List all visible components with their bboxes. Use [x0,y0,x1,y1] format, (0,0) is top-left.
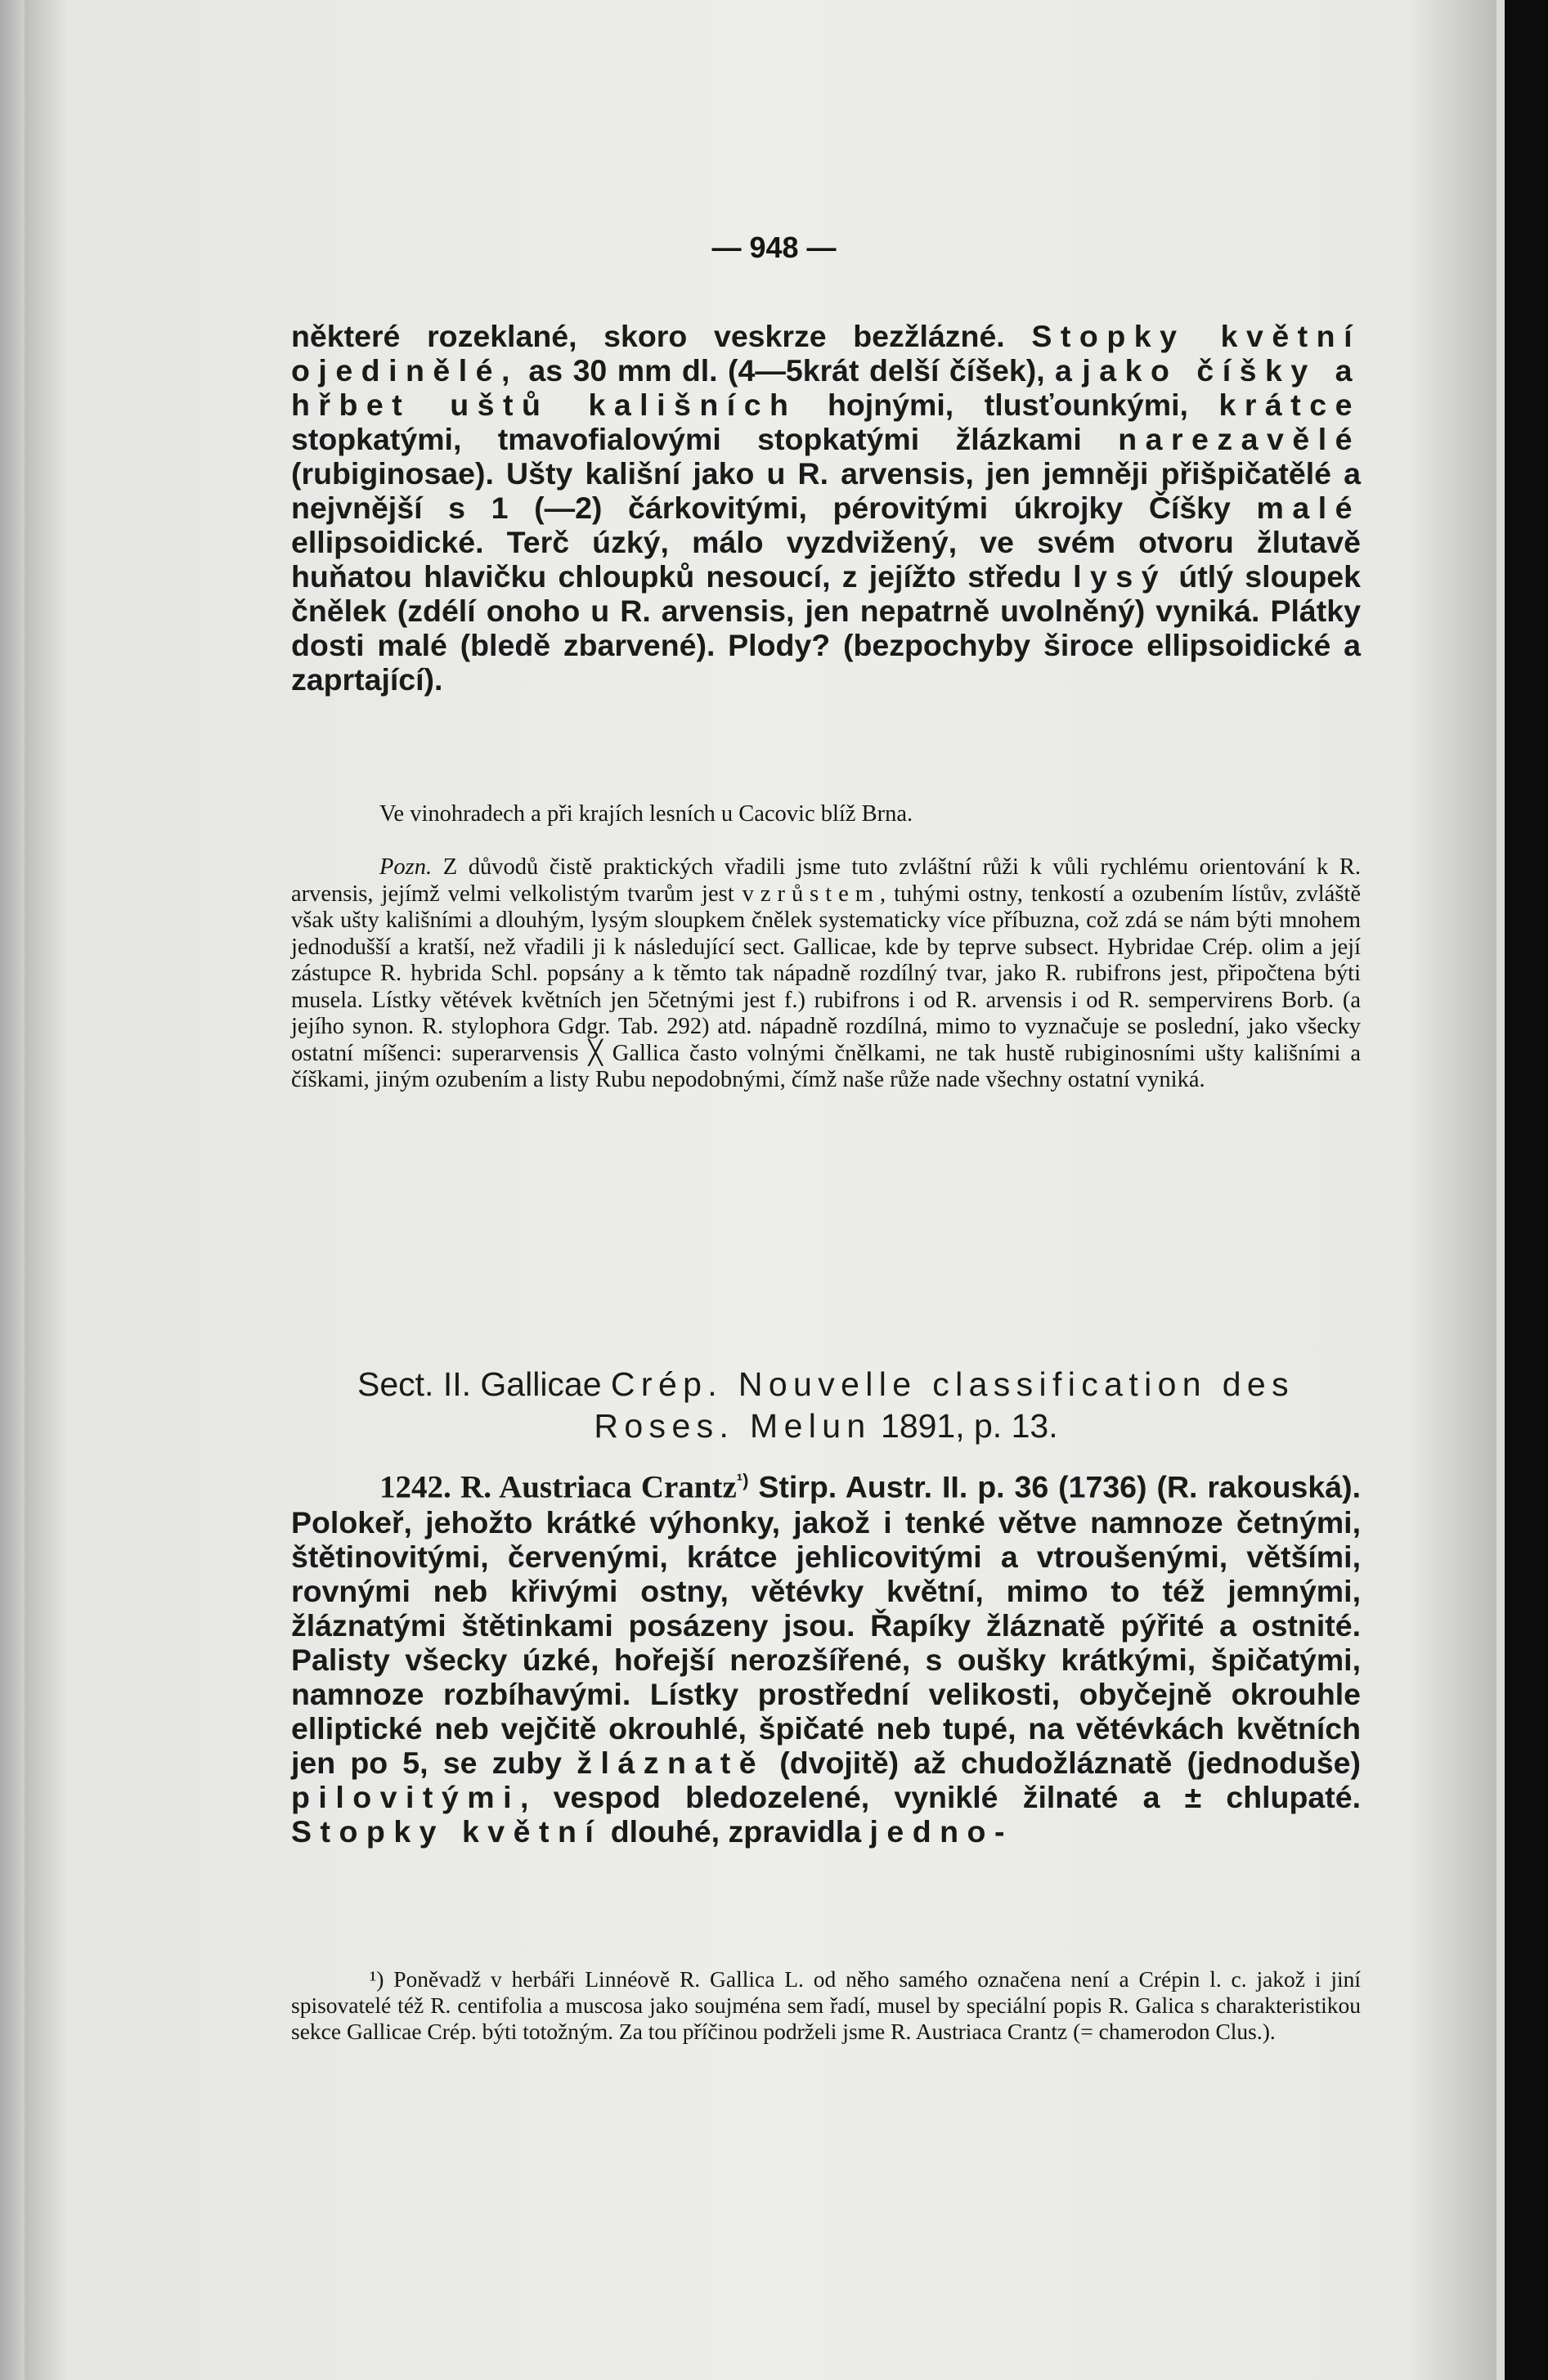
locality-text: Ve vinohradech a při krajích lesních u Cacovic blíž Brna. [379,801,913,827]
text-segment: Stirp. Austr. II. p. 36 (1736) (R. rakouská). Polokeř, jehožto krátké výhonky, jakož i tenké větve namnoze četnými, štětinovitými, červenými, krátce jehlicovitými a vtroušenými, většími, rovnými neb křivými ostny, větévky květní, mimo to též jemnými, žláznatými štětinkami posázeny jsou. Řapíky žláznatě pýřité a ostnité. Palisty všecky úzké, hořejší nerozšířené, s oušky krátkými, špičatými, namnoze rozbíhavými. Lístky prostřední velikosti, obyčejně okrouhle elliptické neb vejčitě okrouhlé, špičaté neb tupé, na větévkách květních jen po 5, se zuby [291,1469,1361,1780]
text-segment: , tuhými ostny, tenkostí a ozubením lístův, zvláště však ušty kališními a dlouhým, lysým sloupkem čnělek systematicky více příbuzna, což zdá se nám býti mnohem jednodušší a kratší, než vřadili ji k následující sect. Gallicae, kde by teprve subsect. Hybridae Crép. olim a její zástupce R. hybrida Schl. popsány a k těmto tak nápadně rozdílný tvar, jako R. rubifrons jest, připočtena býti musela. Lístky větévek květních jen 5četnými jest f.) rubifrons i od R. arvensis i od R. sempervirens Borb. (a jejího synon. R. stylophora Gdgr. Tab. 292) atd. nápadně rozdílná, mimo to vyznačuje se poslední, jako všecky ostatní míšenci: superarvensis ╳ Gallica často volnými čnělkami, ne tak hustě rubiginosními ušty kališními a číškami, jiným ozubením a listy Rubu nepodobnými, čímž naše růže nade všechny ostatní vyniká. [291,881,1361,1092]
text-segment: Z důvodů čistě praktických vřadili jsme tuto zvláštní růži k vůli rychlému orientování k R. arvensis, jejímž velmi velkolistým tvarům jest [291,854,1361,907]
text-segment: as 30 mm dl. (4—5krát delší číšek), a [518,353,1083,388]
page-number: — 948 — [711,231,837,264]
spaced-term: krátce [1218,388,1361,422]
spaced-term: narezavělé [1118,422,1361,456]
note-label: Pozn. [379,854,433,880]
footnote [291,1966,1361,2045]
section-heading [291,1364,1361,1447]
locality-line [291,801,1361,828]
spaced-term: lysý [1073,559,1168,594]
spaced-term: jako číšky a hřbet uštů kališních [291,353,1361,422]
spaced-term: jedno- [869,1813,1013,1849]
section-title: Sect. II. Gallicae [357,1365,611,1403]
text-segment: ellipsoidické. Terč úzký, málo vyzdvižený, ve svém otvoru žlutavě huňatou hlavičku chloupků nesoucí, z jejížto středu [291,525,1361,594]
text-segment: (dvojitě) až chudožláznatě (jednoduše) [765,1745,1361,1780]
footnote-text: ¹) Poněvadž v herbáři Linnéově R. Gallica L. od něho samého označena není a Crépin l. c. jakož i jiní spisovatelé též R. centifolia a muscosa jako soujména sem řadí, musel by speciální popis R. Galica s charakteristikou sekce Gallicae Crép. býti totožným. Za tou příčinou podrželi jsme R. Austriaca Crantz (= chamerodon Clus.). [291,1966,1361,2044]
description-paragraph [291,319,1361,697]
text-segment: dlouhé, zpravidla [602,1813,870,1849]
section-reference: Crép. Nouvelle classification des Roses. Melun [594,1365,1294,1445]
spaced-term: Stopky květní [291,1813,603,1849]
species-number: 1242. [379,1469,451,1505]
section-reference-year: 1891, p. 13. [871,1407,1058,1445]
text-segment: útlý sloupek čnělek (zdélí onoho u R. arvensis, jen nepatrně uvolněný) vyniká. Plátky dosti malé (bledě zbarvené). Plody? (bezpochyby široce ellipsoidické a zaprtající). [291,559,1362,697]
spaced-term: Stopky květní ojedinělé, [291,319,1361,388]
note-paragraph [291,854,1361,1094]
text-segment: stopkatými, tmavofialovými stopkatými žlázkami [291,422,1119,456]
page-scan-edge-left [0,0,25,2380]
spaced-term: žláznatě [577,1745,765,1780]
text-segment: hojnými, tlusťounkými, [796,388,1219,422]
species-name: R. Austriaca Crantz [451,1469,737,1505]
spaced-term: pilovitými [291,1779,521,1814]
text-segment: některé rozeklané, skoro veskrze bezžlázné. [291,319,1032,353]
text-segment: (rubiginosae). Ušty kališní jako u R. arvensis, jen jemněji přišpičatělé a nejvnější s 1 (—2) čárkovitými, pérovitými úkrojky Číšky [291,456,1361,525]
species-entry [291,1463,1361,1849]
spaced-term: vzrůstem [742,881,880,907]
spaced-term: malé [1256,491,1361,525]
text-segment: , vespod bledozelené, vyniklé žilnaté a ± chlupaté. [520,1779,1361,1814]
page-scan-edge-right [1505,0,1548,2380]
footnote-reference: ¹) [736,1470,749,1490]
